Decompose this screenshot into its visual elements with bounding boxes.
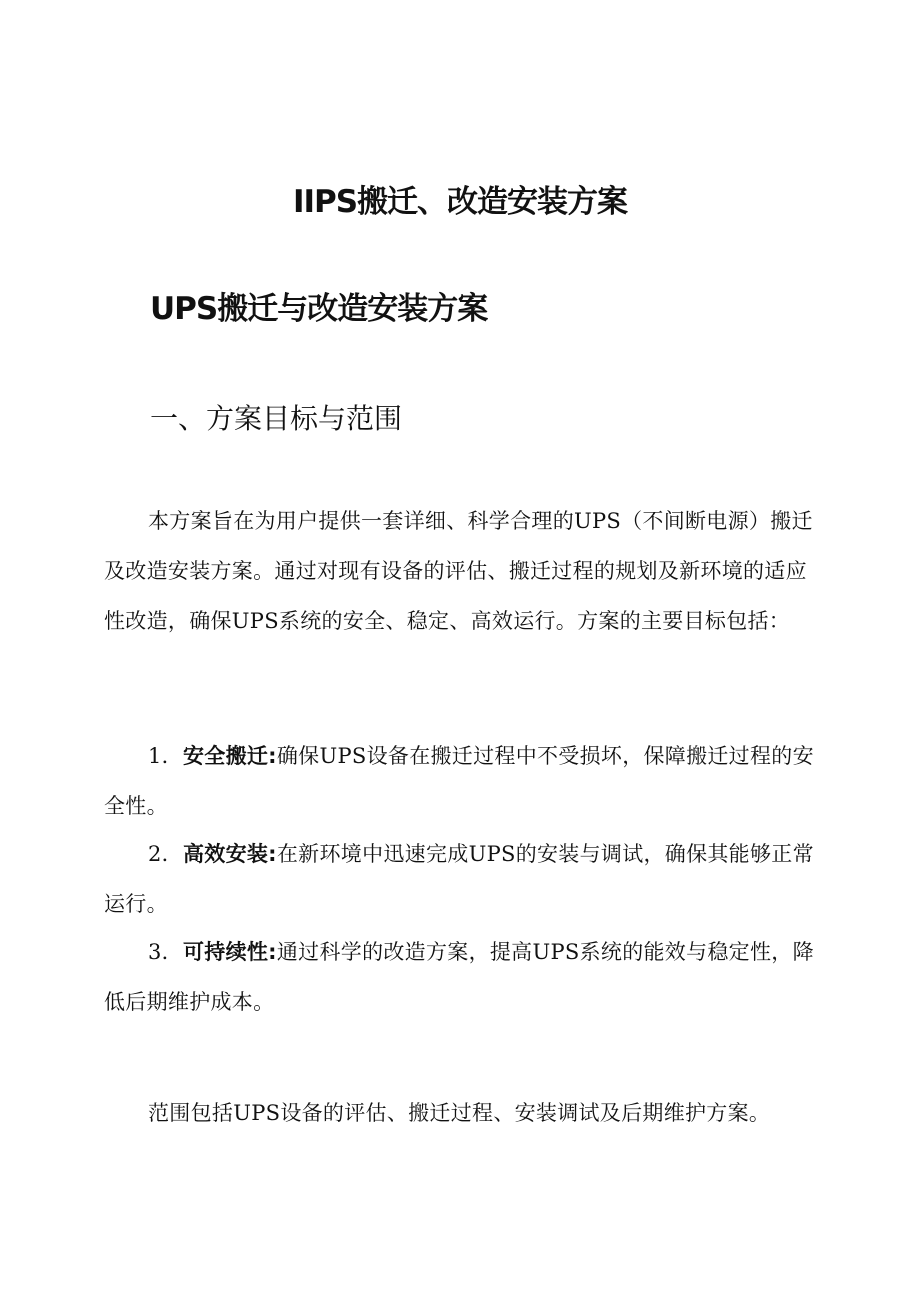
goal-item [104, 731, 826, 831]
goal-number: 1． [148, 744, 183, 768]
goal-label: 安全搬迁: [182, 744, 277, 768]
section-heading: 一、方案目标与范围 [150, 402, 403, 435]
scope-paragraph: 范围包括UPS设备的评估、搬迁过程、安装调试及后期维护方案。 [148, 1101, 771, 1125]
goal-text: 通过科学的改造方案，提高UPS系统的能效与稳定性，降低后期维护成本。 [104, 940, 814, 1014]
goal-label: 可持续性: [182, 940, 277, 964]
goal-text: 确保UPS设备在搬迁过程中不受损坏，保障搬迁过程的安全性。 [104, 744, 814, 818]
goal-item [104, 927, 826, 1027]
goal-label: 高效安装: [182, 842, 277, 866]
intro-paragraph: 本方案旨在为用户提供一套详细、科学合理的UPS（不间断电源）搬迁及改造安装方案。通过对现有设备的评估、搬迁过程的规划及新环境的适应性改造，确保UPS系统的安全、稳定、高效运行。方案的主要目标包括： [104, 509, 813, 633]
goal-number: 3． [148, 940, 183, 964]
document-title: IIPS搬迁、改造安装方案 [292, 184, 628, 220]
goal-text: 在新环境中迅速完成UPS的安装与调试，确保其能够正常运行。 [104, 842, 814, 916]
goal-number: 2． [148, 842, 183, 866]
goal-item [104, 829, 826, 929]
document-subtitle: UPS搬迁与改造安装方案 [150, 291, 488, 327]
